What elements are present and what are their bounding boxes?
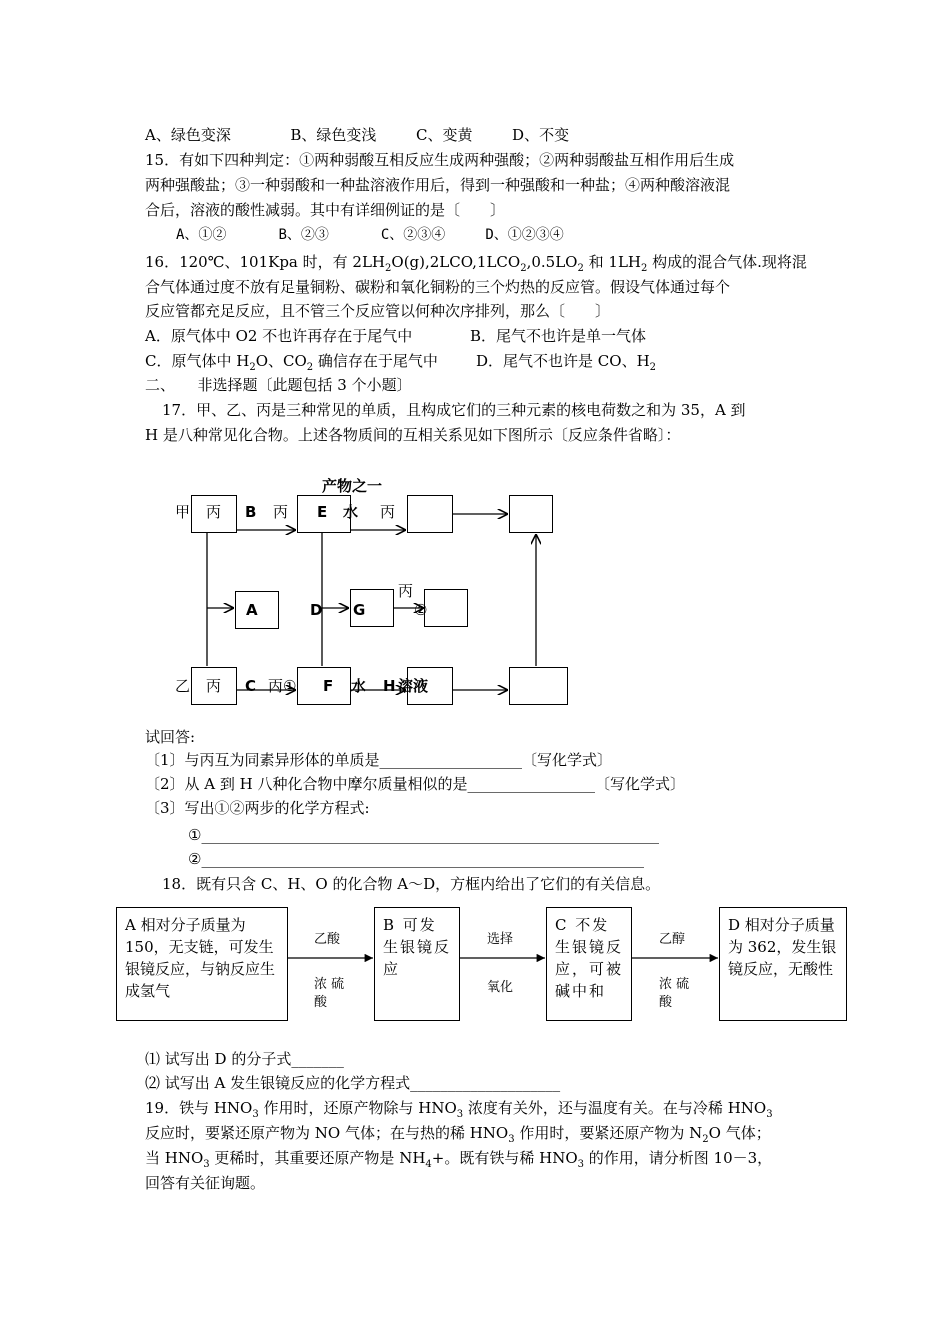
q19-line4: 回答有关征询题。 (145, 1174, 266, 1192)
label-water-top: 水 (343, 503, 359, 521)
label-bing-water: 丙 (380, 503, 396, 521)
q17-answer-prompt: 试回答: (145, 728, 196, 746)
label-bing-top: 丙 (206, 503, 222, 521)
q16-line3: 反应管都充足反应，且不管三个反应管以何种次序排列，那么〔 〕 (145, 302, 611, 320)
q19-line1: 19．铁与 $HNO_3$ 作用时，还原产物除与 $HNO_3$ 浓度有关外，还与温度有关。在与冷稀 $HNO_3$ (145, 1099, 773, 1120)
label-bing-step1: 丙① (268, 677, 297, 695)
arrow1-catalyst: 浓 硫 酸 (314, 977, 345, 1010)
q16-option-c: C．原气体中 $H_2O$、$CO_2$ 确信存在于尾气中 (145, 352, 438, 373)
q17-line1: 17．甲、乙、丙是三种常见的单质，且构成它们的三种元素的核电荷数之和为 35，A 到 (162, 401, 746, 419)
label-b: B (245, 503, 257, 521)
label-solution: 溶液 (398, 677, 429, 695)
q15-line1: 15．有如下四种判定：①两种弱酸互相反应生成两种强酸；②两种弱酸盐互相作用后生成 (145, 151, 735, 169)
q14-option-c: C、变黄 (416, 126, 473, 144)
q18-box-a: A 相对分子质量为 150，无支链，可发生银镜反应，与钠反应生成氢气 (116, 907, 288, 1021)
arrow3-reagent: 乙醇 (659, 932, 686, 947)
label-d: D (310, 601, 323, 619)
arrow1-reagent: 乙酸 (314, 932, 341, 947)
q18-line1: 18．既有只含 C、H、O 的化合物 A～D，方框内给出了它们的有关信息。 (162, 875, 661, 893)
q14-option-b: B、绿色变浅 (290, 126, 377, 144)
label-jia: 甲 (175, 503, 191, 521)
q17-blank-1: ①_____________________________________________________________ (188, 826, 659, 844)
label-c: C (245, 677, 257, 695)
label-step2: ② (414, 601, 428, 619)
q15-line2: 两种强酸盐；③一种弱酸和一种盐溶液作用后，得到一种强酸和一种盐；④两种酸溶液混 (145, 176, 731, 194)
q16-option-d: D．尾气不也许是 CO、$H_2$ (476, 352, 657, 373)
label-product: 产物之一 (322, 477, 383, 495)
label-a: A (246, 601, 258, 619)
q18-box-c: C 不发生银镜反应，可被碱中和 (546, 907, 632, 1021)
arrow3-catalyst: 浓 硫 酸 (659, 977, 690, 1010)
label-bing-bottom: 丙 (206, 677, 222, 695)
label-f: F (323, 677, 334, 695)
label-e: E (317, 503, 328, 521)
label-water-bottom: 水 (351, 677, 367, 695)
q16-line1: 16．120℃、101Kpa 时，有 $2LH_2O(g),2LCO,1LCO_2,0.5LO_2$ 和 $1LH_2$ 构成的混合气体.现将混 (145, 253, 807, 274)
q16-line2: 合气体通过度不放有足量铜粉、碳粉和氧化铜粉的三个灼热的反应管。假设气体通过每个 (145, 278, 731, 296)
q15-option-b: B、②③ (278, 227, 329, 243)
q18-box-d: D 相对分子质量为 362，发生银镜反应，无酸性 (719, 907, 847, 1021)
q18-sub1: ⑴ 试写出 D 的分子式_______ (145, 1050, 344, 1068)
q18-box-b: B 可发生银镜反应 (374, 907, 460, 1021)
label-yi: 乙 (175, 677, 191, 695)
label-bing-b: 丙 (273, 503, 289, 521)
arrow2-condition: 选择 (487, 932, 514, 947)
q15-option-d: D、①②③④ (485, 227, 564, 243)
q15-option-c: C、②③④ (380, 227, 446, 243)
q15-line3: 合后，溶液的酸性减弱。其中有详细例证的是〔 〕 (145, 201, 506, 219)
label-h: H (383, 677, 396, 695)
q17-part1: 〔1〕与丙互为同素异形体的单质是___________________〔写化学式〕 (145, 751, 613, 769)
section-heading: 二、 非选择题〔此题包括 3 个小题〕 (145, 376, 412, 394)
q19-line2: 反应时，要紧还原产物为 NO 气体；在与热的稀 $HNO_3$ 作用时，要紧还原产物为 $N_2O$ 气体； (145, 1124, 771, 1145)
q18-sub2: ⑵ 试写出 A 发生银镜反应的化学方程式____________________ (145, 1074, 561, 1092)
q17-blank-2: ②___________________________________________________________ (188, 850, 644, 868)
q19-line3: 当 $HNO_3$ 更稀时，其重要还原产物是 $NH_4+$。既有铁与稀 $HNO_3$ 的作用，请分析图 10－3， (145, 1149, 773, 1170)
q16-option-b: B．尾气不也许是单一气体 (470, 327, 647, 345)
q17-part2: 〔2〕从 A 到 H 八种化合物中摩尔质量相似的是_________________〔写化学式〕 (145, 775, 686, 793)
label-bing-g: 丙 (398, 582, 414, 600)
q17-part3: 〔3〕写出①②两步的化学方程式: (145, 799, 370, 817)
arrow2-reaction: 氧化 (487, 980, 514, 995)
q14-option-d: D、不变 (512, 126, 570, 144)
q14-option-a: A、绿色变深 (145, 126, 231, 144)
label-g: G (353, 601, 366, 619)
q17-line2: H 是八种常见化合物。上述各物质间的互相关系见如下图所示〔反应条件省略〕： (145, 426, 681, 444)
q15-option-a: A、①② (176, 227, 227, 243)
q16-option-a: A．原气体中 O2 不也许再存在于尾气中 (145, 327, 413, 345)
